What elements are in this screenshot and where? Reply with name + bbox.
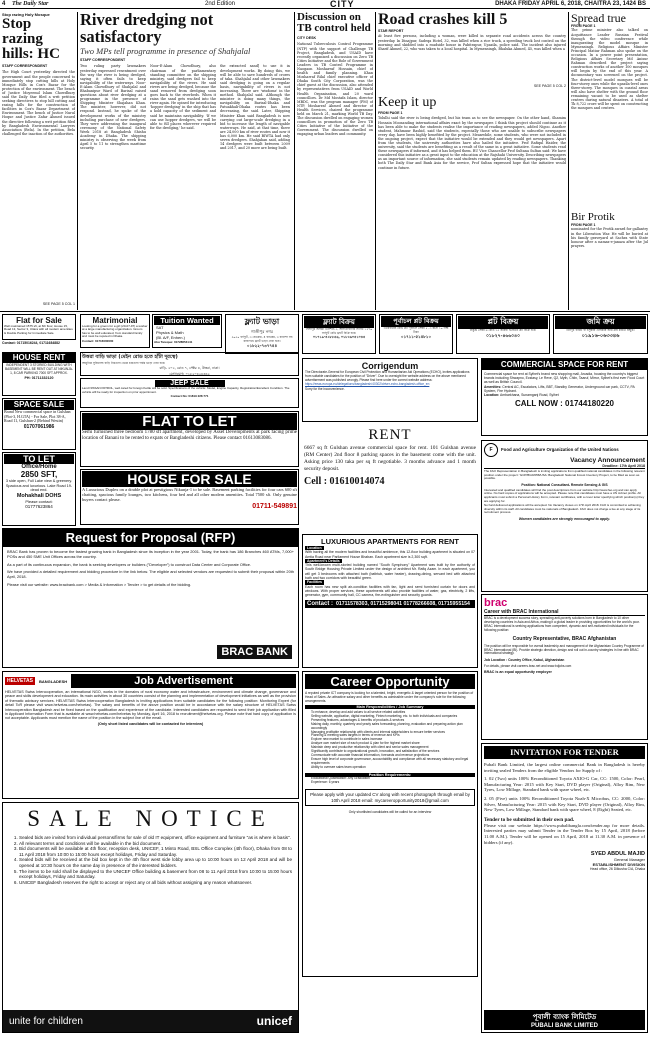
ad-body: একেবারেই রেডি প্লট পূর্বাচল সেক্টর ৫, ৩ কাঠা ১০ লক্ষ টাকা [383, 326, 449, 334]
location-label: Location: [484, 393, 500, 398]
river-article [80, 12, 292, 310]
tender-item: 2. 05 (Five) units 100% Reconditioned Toyota Noah-X Microbus, CC: 2000, Color: Silver, Manufacturing Year: 2015 with Key Start, DVD player (Original), Alloy Rim, New Tyres, Low Millage, Standard bank with spare wheel, 8 (Eight) Seated, etc. [484, 795, 645, 813]
tuition-item: (Bl. A/F, Enhen.) [156, 335, 185, 340]
ad-title: TO LET [4, 454, 74, 464]
list-item: 6. UNICEF Bangladesh reserves the right to accept or reject any or all bids without assigning any reason whatsoever. [19, 880, 292, 886]
bn-uttara-ad [80, 352, 299, 376]
list-item: • Experience: 6 years [311, 781, 475, 785]
byline: STAFF CORRESPONDENT [80, 58, 126, 62]
list-item: • Selling website, application, digital marketing, Fintech marketing, etc. to both individuals and companies [311, 715, 475, 719]
brac-career-ad [481, 594, 648, 740]
career-note: Only shortlisted candidates will be called for an interview [348, 810, 432, 815]
tolet-ad [2, 452, 76, 526]
list-item: • Ability to oversee sales team operation [311, 766, 475, 770]
unicef-logo: unicef [256, 1014, 292, 1028]
subheadline: Two MPs tell programme in presence of Shahjalal [80, 46, 251, 56]
bank-name: PUBALI BANK LIMITED [531, 1023, 598, 1029]
column-1: Two ruling party lawmakers yesterday expressed resentment over the way the river is being dredged, saying it often fails to keep navigability of the waterways. Noor-E-Alam Chowdhury of Shahjalal and Bhabanipur Ward of Barisal raised questions about river dredging at a programme in the presence of Shipping Minister Shajahan Khan. The minister, however, did not respond. Instead, he spoke of the development works of the ministry including purchase of new dredgers. They were addressing the inaugural ceremony of the National Safety Week 2018 at Bangladesh Shishu Academy in Dhaka. The shipping ministry is observing the week from April 5 to 11 to strengthen maritime security. [80, 64, 146, 151]
flat-sale-ad [2, 314, 76, 340]
tb-article [297, 12, 373, 310]
submit-text: Please visit our website https://www.pubalibangla.com/tender.asp for more details. Interested parties may submit Tender in the Tender Box by 15 April, 2018 (before 11.00 A.M.). Tender will be opened on 15 April, 2018 at 11.30 A.M. in presence of bidders (if any). [484, 822, 645, 845]
facilities-heading: Facilities [307, 580, 322, 585]
brac-logo: brac [484, 597, 508, 609]
ad-area: Mohakhali DOHS [16, 492, 62, 499]
continue-note: SEE PAGE 5 COL 2 [533, 84, 566, 89]
article-body: Tolulhi said the river is being dredged, but his team as to see the newspaper. On the other hand, Shamim Hossain Moosanding international affairs exact by the newspaper. I think this project should continue as it has been able to make the students realise the importance of reading newspapers, added Nigoo. Another student, Mahmuur Rashid, said the students, especially those who are unable to subscribe newspapers every day, have been highly benefited by the project. Meanwhile, some students, who were not included in the ongoing project, expect that the initiative would be extended and they would get newspapers. Apart from the students, the university authorities have also hailed the initiative. Prof Rafiqul Haider, the university, said the students are benefiting as a result of the same in a great initiative. Some students read these newspapers if informed, and it has helped them. RU Vice Chancellor Prof Sultana Sultan said: We have considered this initiative as a great input to the education at the Rajshahi University. Describing newspapers as an important source of information, she said students remain updated by reading newspapers. Thanking both The Daily Star and Bank Asia for the service, Prof Sultan expressed hope that the initiative would continue in future. [378, 116, 566, 170]
ad-sub: গাজীপুর নগর [251, 329, 273, 334]
ad-contact: ০১৮২২-৭৩৭৭৪৪ [246, 343, 278, 349]
list-item: • To enhance, develop and add values to all service related activities [311, 711, 475, 715]
ad-title: Tuition Wanted [154, 316, 220, 325]
byline: FROM PAGE 1 [378, 111, 403, 115]
ad-title: উত্তরা বাড়ি ভাড়া (মেইন রোড হতে হাঁটা দূরত্বে) [82, 354, 178, 360]
fao-logo-icon: F [484, 443, 498, 457]
list-item: • Maintain deep and productive relationship with client and senior sales management [311, 746, 475, 750]
details-text: This well-known multi-storied building named "South Symphony" Apartment was built by the authority of South Bridge Housing Private Limited under the design of architect Mr. Rafiq Azam. In each apartment, you will get 3 bedrooms with attached bath (bathtub, water heater), drawing-dining, servant bed with attached bath and two corridors with beautiful green. [305, 563, 475, 581]
contact-numbers: 01711578303, 01715298041 01778266608, 01715955154 [336, 600, 470, 607]
ad-title: জমি ক্রয় [555, 316, 646, 329]
ad-title: ফ্ল্যাট ভাড়া [244, 317, 280, 326]
ad-title: Matrimonial [92, 316, 138, 325]
job-title: Job Advertisement [71, 674, 296, 688]
ad-body: Commercial space for rent at Sylhet's brand new shopping mall, Arcadia, housing the country's biggest brands including Shwapno, Ecstasy, Le Reve, Q2, Myth, Chiin, Taaruf, Mirror, Sylhet's first ever Food Court as well as British Council. [484, 372, 645, 385]
ad-title: SPACE SALE [4, 400, 74, 410]
ad-body: Semi furnished three bedroom 1780 sft apartment, developed by Asset Developments at park facing prime location of Banani to be rented to expats or Bangladeshi citizens. Please contact 01613083086. [82, 430, 297, 442]
ad-size: 2850 SFT, [20, 470, 58, 479]
list-item: • Communicate with accurate financial information, forecasts and revenue projections [311, 754, 475, 758]
rfp-title: Request for Proposal (RFP) [3, 529, 298, 547]
job-location: Job Location : Country Office, Kabul, Afghanistan [484, 658, 565, 663]
flat-let-ad [80, 411, 299, 467]
list-item: 4. Sealed bids will be received at the bid box kept in the 4th floor west side lobby area up to 10:00 hours on 12 April 2018 and will be opened at 10:30 hours on the same day in presence of the interested bidders. [19, 857, 292, 868]
fao-deadline: Deadline: 17th April 2018 [484, 464, 645, 469]
job-note: (Only short listed candidates will be contacted for interview) [97, 721, 204, 726]
brac-bank-logo: BRAC BANK [217, 645, 292, 659]
list-item: • Explore new market to contribute in sales increase [311, 738, 475, 742]
location-text: With having all the modern facilities and beautiful ambience, this 12-floor building apartment is situated on 07 Amtia Road near Parliament House Bhaban. Each apartment size is 2,300 sqft. [305, 550, 475, 559]
career-title: Career with BRAC International [484, 609, 645, 616]
matrimonial-ad [80, 314, 150, 348]
fao-sub: Vacancy Announcement [570, 457, 645, 464]
unicef-tagline: unite for children [9, 1015, 83, 1027]
column-2: Noor-E-Alam Chowdhury, also chairman of the parliamentary standing committee on the shipping ministry, said dredgers fail to keep navigability of the rivers. He said rivers are being dredged, because the sand removed from dredging soon goes back to the riverbeds. When it rains the sand gets washed into the river again. He opined for introducing 'hopper dredging' in the ship that has a hold capacity of the sediment and said he maintains navigability. 'If we can use hopper dredgers, we will be able to fill places wherever required for the dredging,' he said. [150, 64, 216, 130]
list-item: • Presenting features, advantages & benefits of products & services [311, 719, 475, 723]
list-item: • Planning & meeting sales targets in terms of revenue and KPIs [311, 734, 475, 738]
list-item: • Significantly contribute to organizational growth, innovation, and satisfaction of the services [311, 750, 475, 754]
ad-contact: 01777623864 [25, 503, 53, 509]
bn-plot-ad [456, 314, 550, 354]
byline: STAR REPORT [378, 29, 404, 33]
ad-body: 6667 sq ft Gulshan avenue commercial space for rent. 101 Gulshan avenue (RM Center) 2nd floor 8 parking spaces in the basement come with the unit. Asking price 130 taka per sq ft negotiable. 3 months advance and 1 month security deposit. [304, 445, 476, 472]
fao-title: Food and Agriculture Organization of the United Nations [501, 447, 619, 453]
list-item: 2. All relevant terms and conditions will be available in the bid document. [19, 841, 292, 847]
list-item: 1. Sealed bids are invited from individual persons/firms for sale of old IT equipment, office equipment and furniture "as is where is basis". [19, 835, 292, 841]
ad-contact: ০১৭১১-৫১৪৮১০ [400, 334, 432, 340]
career-ad [302, 671, 478, 977]
ad-body: আধুনিক সুবিধাসহ বাড়ি নিচতলা থেকে চারতলা পর্যন্ত ভাড়া দেয়া হবে। [82, 361, 166, 365]
career-intro: A reputed private ICT company is looking for a talented, bright, energetic & target oriented person for the position of Head of Sales. An attractive salary and other benefits as admissible under the company's rule for the following arrangements. [305, 691, 474, 703]
ad-title: RENT [368, 427, 412, 443]
tender-ad [481, 743, 648, 1033]
resp-heading: Main Responsibilities / Job Summary [305, 705, 475, 709]
ad-phone: 01711-549891 [252, 502, 297, 510]
helvetas-logo: HELVETAS [7, 678, 33, 684]
tuition-ad [152, 314, 222, 348]
ad-body: Land NISSAN PATROL, well cared for foreign Kettle will be sold. Specifications of the vehicle: Model, Engine Capacity, Registration/Excellent Condition. The vehicle will be ready for inspection on prior appointment. [82, 386, 290, 394]
headline: River dredging not satisfactory [80, 12, 214, 46]
tuition-item: SAT [156, 325, 164, 330]
fao-p3: No hard delivered applications will be accepted. No Vacancy closes on 17th April 2018. FAO is committed to achieving diversity within its staff. All candidates must be nationals of Bangladesh. FAO does not charge a fee at any stage of its recruitment process. [484, 503, 641, 515]
luxury-ad [302, 534, 478, 668]
crash-article [378, 12, 566, 94]
ad-body: সিঙ্গাপুর অসামী গুলশান-১, আফতাবনগর সংলগ্ন ১২৭০ বর্গফুট রেডি ফ্ল্যাট বিক্রি হবে। [305, 327, 373, 335]
dateline: DHAKA FRIDAY APRIL 6, 2018, CHAITRA 23, 1424 BS [495, 1, 646, 7]
byline: CITY DESK [297, 36, 317, 40]
section-name: CITY [330, 0, 355, 9]
article-body: nominated for the Protik award for gallantry in the Liberation War. He will be buried at his family graveyard at Sachra with State honour after a namaz-e-janaza after the Jul prayers. [571, 227, 648, 248]
headline: Spread true [571, 12, 626, 25]
ad-contact-label: Please contact: [25, 498, 53, 504]
byline: FROM PAGE 1 [571, 223, 596, 227]
ad-addr: বাড়ি- ২০২, রোড ৭, সেক্টর ৪, উত্তরা, ঢাকা। [159, 365, 220, 370]
ad-note: Sorry for the inconvenience. [305, 386, 345, 391]
position-title: Country Representative, BRAC Afghanistan [512, 635, 617, 642]
career-body: BRAC is a development success story, spreading anti-poverty solutions born in Bangladesh to 10 other developing countries in Asia and Africa, making it a global leader in providing opportunities for the world's poor. BRAC International is seeking applications from competent, dynamic and self-motivated individuals for the following position: [484, 616, 640, 632]
headline: Keep it up [378, 96, 437, 110]
ad-contact: Abu Tareque: 01728854141 [154, 340, 193, 344]
ad-body: A Luxurious Duplex on a double plot at prestigious Nikunja-1 to be sale. Basement parking facilities for four cars 600 sft chatting, spacious family lounges, two kitchens, four bed and all other modern amenities. Total 7500 sft. Only genuine buyers contact please. [82, 487, 297, 503]
division: ESTABLISHMENT DIVISION [592, 862, 645, 868]
sale-title: SALE NOTICE [27, 806, 274, 831]
commercial-ad [481, 358, 648, 436]
list-item: • Educational Qualification: Any Graduation [311, 777, 475, 781]
ad-title: Corrigendum [361, 361, 419, 371]
spread-article [571, 12, 648, 212]
career-title: Career Opportunity [305, 674, 475, 689]
masthead [0, 0, 650, 9]
ad-contact: Contact No: 01819 228 771 [170, 394, 209, 399]
bn-plot-sale-ad [379, 314, 453, 354]
details-heading: Apartment's Details [307, 558, 340, 563]
helvetas-ad [2, 671, 299, 799]
bn-flat-sale-ad [302, 314, 376, 354]
article-body: The High Court yesterday directed the government and the people concerned to immediately stop cutting hills at Holy Mosque Hills in Cox's Bazar for the protection of the environment. The bench of Justice Moyeenul Islam Chowdhury said the Daily Star filed a writ petition seeking directives to stop hill cutting and razing hills for the construction of facilities in Cox's Bazar Department of Environment. The bench of Justice Nurul Hoque and Justice Zafar Ahmed issued the directive following a writ petition filed by Bangladesh Environmental Lawyers Association (Bela). In the petition, Bela challenged the inaction of the authorities. [2, 70, 75, 136]
ad-contact: ০১৭১৯-৪২৮৮৫৬, ০১৮২৬০৪১০৪৪ [312, 335, 366, 340]
ad-title: পূর্বাচল প্লট বিক্রয় [381, 316, 451, 327]
facilities-text: Each room has new split air-condition facilities with fan, light and semi furnished curtain for doors and windows. With proper services, these apartments will also provide facilities of water, gas, electricity, 2 lifts, generator, gym, community hall, CC camera, fire-extinguisher and security guards. [305, 584, 475, 598]
corrigendum-link[interactable]: https://eeas.europa.eu/delegations/bangladesh/40302/driver-echo-bangladesh-office_en [305, 381, 430, 386]
ad-contact: ০১৯১৬-০৬৩৩৪৬ [581, 332, 620, 339]
position-body: The position will be responsible for overall leadership and management of the Afghanistan Country Programme of BRAC International (BI). Provide strategic direction, design and roll out in-country strategies in line with BRAC International strategy. [484, 643, 644, 656]
house-sale-ad [80, 469, 299, 525]
submit-heading: Tender to be submitted in their own pad. [484, 816, 575, 823]
tender-title: INVITATION FOR TENDER [484, 746, 645, 759]
fao-women: Women candidates are strongly encouraged to apply. [518, 516, 611, 521]
call-now: CALL NOW : 01744180220 [514, 399, 614, 409]
ad-body: INDEPENDENT 3 STORIED BUILDING WITH BASEMENT WILL BE RENT OUT AT NIKUNJA-1, 8 CAR PARKING 7000 SFT APPROX. [5, 363, 73, 375]
ad-contact: Contact: 01716000000 [82, 338, 114, 343]
rfp-ad [2, 528, 299, 668]
ad-body: Looking for a groom for a girl (20-07-97) a worker at a large manufacturing organization. Groom has to be well educated, from standard family and must be reputed in Dhaka. [82, 324, 148, 339]
page-number: 4 [2, 1, 6, 7]
headline: Discussion on TB control held [297, 12, 371, 34]
list-item: • Analyze own market size of each product & plan for the highest market share [311, 742, 475, 746]
ad-body: ২০৫০ বর্গফুট, ৩ বেডরুম, ৪ বাথরুম, ৩ বারান্দা সহ রাজপথে ফ্ল্যাট ভাড়া দেয়া হবে। [231, 335, 293, 343]
address: Head office, 26 Dilkusha C/A, Dhaka [590, 867, 645, 872]
rfp-p4: Please visit our website: www.bracbank.com > Media & Information > Tender > to get details of the bidding. [7, 581, 192, 587]
details-link[interactable]: For details, please visit careers.brac.net and www.bdjobs.com [484, 664, 572, 669]
apply-text: Please apply with your updated CV along with recent photograph through email by 10th April 2018 email: mycareeropportunity2018@gmail.com [305, 789, 475, 806]
continue-note: SEE PAGE 5 COL 1 [42, 302, 75, 307]
ad-title: HOUSE RENT [3, 353, 75, 363]
ad-title: FLAT TO LET [82, 413, 297, 430]
ad-contact: ০১৮২৭-৪৬৬০৪০ [485, 333, 521, 339]
ad-contact: PH: 01711332120 [24, 376, 54, 381]
tender-item: 1. 02 (Two) units 100% Reconditioned Toyota AXIO-G Car, CC: 1500, Color: Pearl, Manufacturing Year: 2015 with Key Start, DVD player (Original), Alloy Rim, New Tyres, Low Millage, Standard bank with spare wheel, etc. [484, 776, 645, 793]
req-heading: Position Requirements: [305, 773, 475, 777]
location-heading: Location [307, 546, 322, 550]
ad-title: Flat for Sale [16, 316, 62, 325]
contact-label: Contact : [307, 600, 333, 607]
edition: 2nd Edition [205, 1, 236, 7]
bank-name-bn: পূবালী ব্যাংক লিমিটেড [532, 1013, 597, 1021]
ad-title: COMMERCIAL SPACE FOR RENT [482, 359, 647, 370]
fao-ad [481, 440, 648, 592]
sale-items [3, 835, 298, 885]
resp-list [305, 711, 475, 770]
hills-article [2, 12, 75, 310]
ad-contact: যোগাযোগ: ০১৮২০৪২৪৩৪২ [169, 371, 210, 376]
job-body: HELVETAS Swiss Intercooperation, an international NGO, works in the domains of rural economy water and infrastructure, environment and climate change, governance and peace and skills development and education. Its main activities in about 30 countries consist of the planning and implementation of development initiatives as well as the provision of thematic advisory services. HELVETAS Swiss Intercooperation Bangladesh is inviting applications from suitable candidates for the following position: Monitoring Expert (for detail ToR please visit www.helvetas.com/helvetas). The salary and benefits of the above position would be in accordance with the salary structure of HELVETAS Swiss Intercooperation Bangladesh and be fixed based on the qualification and experience of the candidate. Interested candidates are requested to send their job application with filled in Applicant Information Form that is available at www.helvetas.com/helvetas by Monday, April 16, 2018 to recruitment@helvetas.org. Please note that hard copy of application is not acceptable. Applicants must mention the name of the position in the subject line of the email. [5, 690, 296, 721]
list-item: • Ensure high level of corporate governance, accountability and compliance with all necessary statutory and legal requirements [311, 758, 475, 766]
space-sale-ad [2, 398, 76, 450]
bn-land-ad [553, 314, 648, 354]
jeep-ad [80, 378, 299, 408]
rfp-p1: BRAC Bank has proven to become the fastest growing bank in Bangladesh since its inception in the year 2001. Today, the bank has 186 Branches 460 ATMs, 7,000+ POSs and 450 SME Unit Offices across the country. [7, 549, 294, 559]
amenities-label: Amenities: [484, 384, 502, 389]
ad-title: JEEP SALE [155, 380, 225, 387]
ad-body: নিকুঞ্জ সেক্টর ৬ রোড ১৫ জরুরী ভিত্তিতে প্লট বিক্রি হবে। [469, 328, 537, 332]
signatory-title: General Manager [613, 857, 645, 863]
list-item: 3. Bid documents will be available at 4th floor, reception desk, UNICEF, 1 Minto Road, BSL Office Complex (4th floor), Dhaka from 08 to 11 April 2018 from 10:00 to 15:00 hours except holidays, Friday and Saturday. [19, 846, 292, 857]
list-item: • Managing profitable relationship with clients and internal stakeholders to ensure better services [311, 731, 475, 735]
article-body: At least five persons, including a woman, were killed in separate road accidents across the country yesterday. In Dinajpur, Sadeqa Hotel, 32, was killed when a rice truck, a speeding truck lost control on the morning and skidded into a roadside house in Pabitrapur, Upazila, police said. The incident also injured Sharif Ahmed, 22, who was taken to a local hospital. In Mymensingh, Bhaluka Ahmed, 45, was killed when a [378, 34, 566, 51]
list-item: • Making daily, monthly, quarterly and yearly sales forecasting, planning, evaluation and preparing action plan accordingly [311, 723, 475, 731]
fao-position: Position: National Consultant- Remote Sensing & GIS [521, 482, 608, 487]
ad-body: The Directorate-General for European Civil Protection and Humanitarian Aid Operations (ECHO), invites applications from suitable candidates for the position of "Driver". Due to oversight the website address on the above mentioned advertisement was published wrongly. Please find here under the correct website address: [305, 370, 470, 382]
protik-article [571, 212, 648, 308]
signatory-name: SYED ABDUL MAJID [590, 851, 645, 858]
ad-title: HOUSE FOR SALE [82, 471, 297, 487]
column-3: the extracted sand] to use it in development works. By doing this, we will be able to save hundreds of crores of taka. Shahjalal and other lawmakers said dredging is going on a regular basis, navigability of rivers is not increasing. There are 'wisdoms' in the method. Shahjalal said. Although the minister is doing many things, the navigability on Barisal-Dhaka and Patuakhali-Dhaka routes has been decreasing, the said. Later, Shipping Minister Khan said Bangladesh is now carrying out large-scale dredging in a bid to increase the length of navigable waterways. He said, at that time, there are 24,000 km of river routes and now it has 6,000 km. He said BIWTA had only seven dredgers. Shahjahan said, adding 14 dredgers were built between 2009 and 2017, and 20 more are being built. [220, 64, 290, 151]
byline: STAFF CORRESPONDENT [2, 64, 48, 68]
article-body: National Tuberculosis Control Programme (NTP) with the support of Challenge TB Project, Bangladesh, and USAID have recently organised a discussion on Zero TB Cities Initiative and the Role of Government Leaders in TB Control Programme in Naogaon Mosharraf Hossain, chief of health and family planning. Khan Mosharraf Rilal chief executive officer of Dhaka South City Corporation, was the chief guest at the discussion, also attended by representatives from USAID and World Health Organisation, and 20 ward councillors. Dr Md Mostafa Islam, director MBDC, was the program manager (PM) of NTP, Mosharraf Ahmed and director of Health Services, chaired the programme held on March 21, marking World TB Day. The discussion dwelled on engaging women councillors in promotion of the Zero TB Cities Initiative of the Initiative of the Government. The discussion dwelled on engaging urban leaders and community. [297, 42, 373, 137]
ad-body: 3 side open, Full Lake view & greenery. Spacious and luxurious. Lake Road 19-dead end. [5, 479, 73, 493]
tender-intro: Pubali Bank Limited, the largest online commercial Bank in Bangladesh is hereby inviting sealed Tenders from the eligible Vendors for Supply of : [484, 762, 645, 773]
headline: Bir Protik [571, 212, 615, 223]
ad-sub: Office/Home [21, 464, 57, 470]
helvetas-country: BANGLADESH [38, 678, 68, 684]
flat-sale-contact: Contact: 01715016244, 01711684882 [2, 341, 60, 345]
ad-title: LUXURIOUS APARTMENTS FOR RENT [321, 537, 459, 546]
sale-notice-ad [2, 802, 299, 1033]
bn-flat-rent-ad [225, 314, 299, 354]
paper-name: The Daily Star [12, 1, 49, 7]
tuition-item: Physics & Math [156, 330, 184, 335]
fao-body: The FAO Representation in Bangladesh is inviting applications from qualified national candidates in the following relevant position under the project: 'GCP/BGD/058/USA: Bangladesh National Forest Inventory Project, to be filled as soon as possible. [484, 469, 645, 481]
article-body: The prime minister also talked on Acquittance Leader Russian Festival through the video conference while inaugurating the model mosque in Mymensingh. Religious Affairs Minister Principal Matiur Rahman also spoke on the occasion. In a power point presentation, Religious Affairs Secretary Md Anisur Rahman described the project saying construction works of another 100 mosques will begin by the end of this year. A documentary was screened on the project. The district-level model mosques will be four-storey ones while the upazila-level ones three-storey. The mosques in coastal areas will also have shelter with the ground floor remaining vacant to be used as shelter centres during natural disasters. A total of Tk 8,722 crore will be spent on constructing the mosques and centres. [571, 28, 648, 111]
headline: Road crashes kill 5 [378, 12, 508, 28]
amenities: Central AC, Escalators, Lifts, BBT, Standby Generator, Underground car park, CCTV, PA System, Fire Hydrant. [484, 384, 635, 393]
rfp-p2: As a part of its continuous expansion, the bank is seeking developers or builders ("Developer") to construct Data Center and Corporate Office. [7, 561, 252, 567]
headline: Stop razing hills: HC [2, 16, 60, 62]
ad-body: Well maintained 1575 sft, at 6th floor, House 15, Road 13, Sector 3, Uttara with all modern amenities & Double Parking for Immediate Sale. [4, 324, 73, 335]
location: Ambarkhana, Sunamganj Road, Sylhet [500, 393, 559, 398]
corrigendum-ad [302, 358, 478, 422]
ad-body: মিরপুর বাড্ডা বা বসুন্ধরা এলাকায় জমি ক্রয় করতে ইচ্ছুক। [566, 328, 635, 332]
kicker: Stop razing Holy Mosque [2, 12, 50, 17]
house-rent-ad [2, 352, 76, 396]
ad-cell: Cell : 01610014074 [304, 476, 385, 487]
rent-ad [302, 426, 478, 532]
ad-body: Brand New commercial space in Gulshan (Plot-3, H.GTA) - For Sale, Plot 38-A, Road 11, Gulshan-2 (Behind Westin) [4, 409, 71, 424]
byline: FROM PAGE 1 [571, 24, 596, 28]
rfp-p3: We have provided a detailed requirement and bidding procedure in the link below. The eligible and selected vendors are requested to submit their proposal within 20th April, 2018. [7, 569, 294, 580]
list-item: 5. The items to be sold shall be displayed to the UNICEF Office building & basement from 08 to 11 April 2018 from 10:00 to 15:00 hours except holidays, Friday and Saturday. [19, 869, 292, 880]
keep-article [378, 96, 566, 310]
fao-p2: Interested and qualified candidates will find the post descriptions from our website http://www.fao.org and can apply online. No hard copies of applications will be accepted. Please note that candidates must have a UN Jobnet profile. All applicants must submit a Personal History Form, relevant certificates, with a cover letter specifying which position(s) they are applying for. [484, 487, 645, 503]
ad-contact: 01707061986 [23, 423, 55, 430]
ad-title: প্লট বিক্রয় [458, 316, 548, 329]
ad-title: ফ্ল্যাট বিক্রয় [304, 316, 374, 328]
equal-opportunity: BRAC is an equal opportunity employer [484, 670, 552, 675]
